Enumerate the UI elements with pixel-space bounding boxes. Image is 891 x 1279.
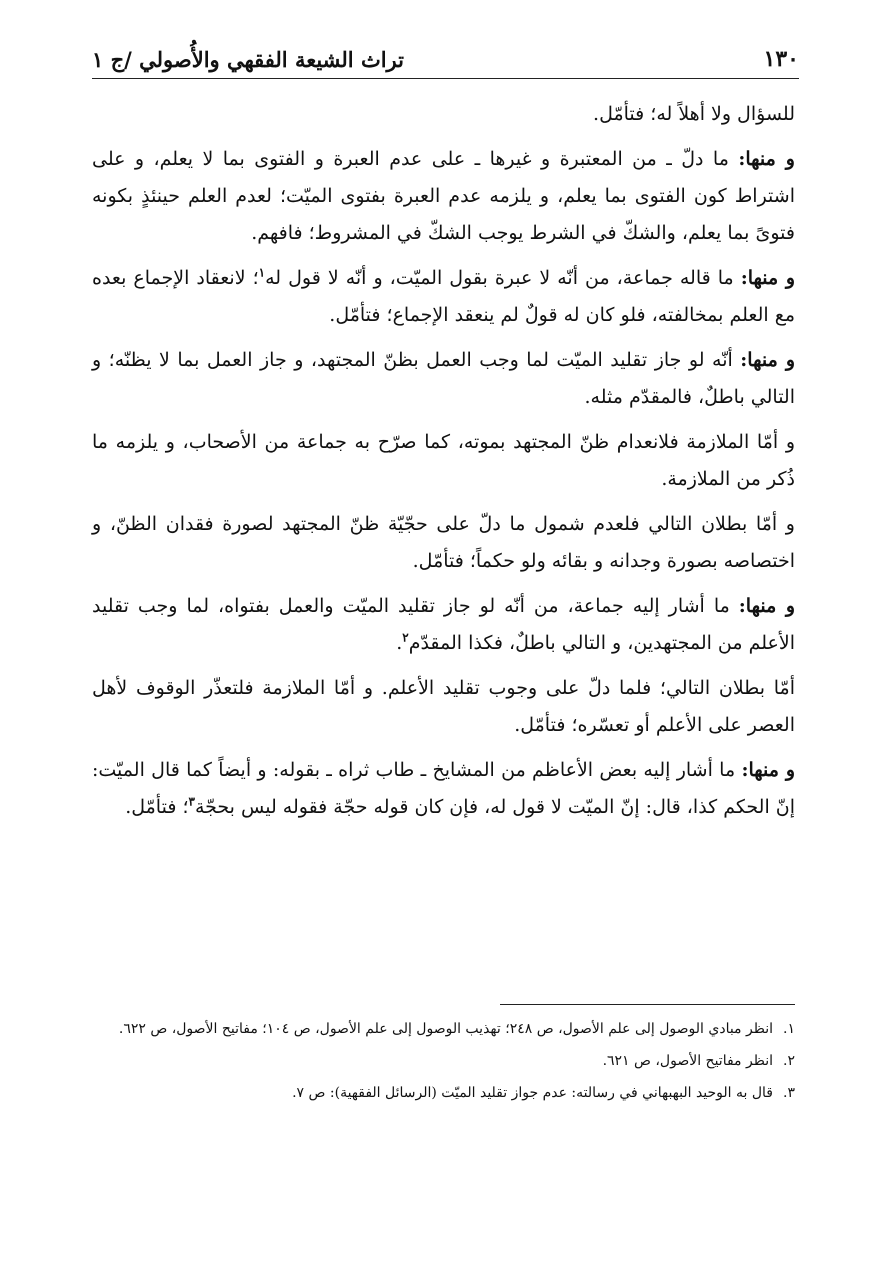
paragraph-text: أنّه لو جاز تقليد الميّت لما وجب العمل بظنّ المجتهد، و جاز العمل بما لا يظنّه؛ و التالي باطلٌ، فالمقدّم مثله. <box>92 349 795 408</box>
paragraph-text-tail: . <box>396 632 403 654</box>
footnote-ref-3[interactable]: ٣ <box>188 794 195 809</box>
paragraph-text-tail: ؛ فتأمّل. <box>125 796 189 818</box>
paragraph-text: ما أشار إليه بعض الأعاظم من المشايخ ـ طاب ثراه ـ بقوله: و أيضاً كما قال الميّت: إنّ الحكم كذا، قال: إنّ الميّت لا قول له، فإن كان قوله حجّة فقوله ليس بحجّة <box>92 759 795 818</box>
footnote-2 <box>92 1048 795 1074</box>
paragraph-text: ما دلّ ـ من المعتبرة و غيرها ـ على عدم العبرة و الفتوى بما لا يعلم، و على اشتراط كون الفتوى بما يعلم، و يلزمه عدم العبرة بفتوى الميّت؛ لعدم العلم حينئذٍ بكونه فتوىً بما يعلم، والشكّ في الشرط يوجب الشكّ في المشروط؛ فافهم. <box>92 148 795 244</box>
footnote-ref-2[interactable]: ٢ <box>402 630 409 645</box>
paragraph-text: و أمّا بطلان التالي فلعدم شمول ما دلّ على حجّيّة ظنّ المجتهد لصورة فقدان الظنّ، و اختصاصه بصورة وجدانه و بقائه ولو حكماً؛ فتأمّل. <box>92 513 795 572</box>
paragraph-6 <box>92 506 795 580</box>
footnotes <box>92 1016 795 1112</box>
paragraph-text: ما أشار إليه جماعة، من أنّه لو جاز تقليد الميّت والعمل بفتواه، لما وجب تقليد الأعلم من المجتهدين، و التالي باطلٌ، فكذا المقدّم <box>92 595 795 654</box>
paragraph-text: أمّا بطلان التالي؛ فلما دلّ على وجوب تقليد الأعلم. و أمّا الملازمة فلتعذّر الوقوف لأهل العصر على الأعلم أو تعسّره؛ فتأمّل. <box>92 677 795 736</box>
paragraph-text: ما قاله جماعة، من أنّه لا عبرة بقول الميّت، و أنّه لا قول له <box>265 267 741 289</box>
page-number: ١٣٠ <box>763 46 799 72</box>
paragraph-4 <box>92 342 795 416</box>
footnote-text: انظر مفاتيح الأصول، ص ٦٢١. <box>602 1053 773 1069</box>
paragraph-text: للسؤال ولا أهلاً له؛ فتأمّل. <box>593 103 795 125</box>
footnote-number: ١. <box>783 1021 795 1037</box>
main-text <box>92 96 795 834</box>
paragraph-8 <box>92 670 795 744</box>
paragraph-lead: و منها: <box>741 759 795 781</box>
paragraph-7 <box>92 588 795 662</box>
footnote-text: انظر مبادي الوصول إلى علم الأصول، ص ٢٤٨؛ تهذيب الوصول إلى علم الأصول، ص ١٠٤؛ مفاتيح الأصول، ص ٦٢٢. <box>118 1021 773 1037</box>
paragraph-lead: و منها: <box>738 148 795 170</box>
running-header <box>92 42 799 76</box>
paragraph-3 <box>92 260 795 334</box>
footnote-text: قال به الوحيد البهبهاني في رسالته: عدم جواز تقليد الميّت (الرسائل الفقهية): ص ٧. <box>292 1085 773 1101</box>
footnote-number: ٢. <box>783 1053 795 1069</box>
paragraph-5 <box>92 424 795 498</box>
paragraph-2 <box>92 141 795 252</box>
running-title: تراث الشيعة الفقهي والأُصولي /ج ١ <box>92 46 404 72</box>
footnote-number: ٣. <box>783 1085 795 1101</box>
paragraph-9 <box>92 752 795 826</box>
paragraph-lead: و منها: <box>738 595 795 617</box>
paragraph-lead: و منها: <box>740 267 795 289</box>
paragraph-text: و أمّا الملازمة فلانعدام ظنّ المجتهد بموته، كما صرّح به جماعة من الأصحاب، و يلزمه ما ذُكر من الملازمة. <box>92 431 795 490</box>
footnote-rule <box>500 1004 795 1005</box>
paragraph-1 <box>92 96 795 133</box>
footnote-ref-1[interactable]: ١ <box>258 265 266 280</box>
paragraph-lead: و منها: <box>740 349 796 371</box>
paragraph-text-tail: ؛ لانعقاد الإجماع بعده مع العلم بمخالفته، فلو كان له قولٌ لم ينعقد الإجماع؛ فتأمّل. <box>92 267 795 326</box>
header-rule <box>92 78 799 79</box>
footnote-3 <box>92 1080 795 1106</box>
footnote-1 <box>92 1016 795 1042</box>
